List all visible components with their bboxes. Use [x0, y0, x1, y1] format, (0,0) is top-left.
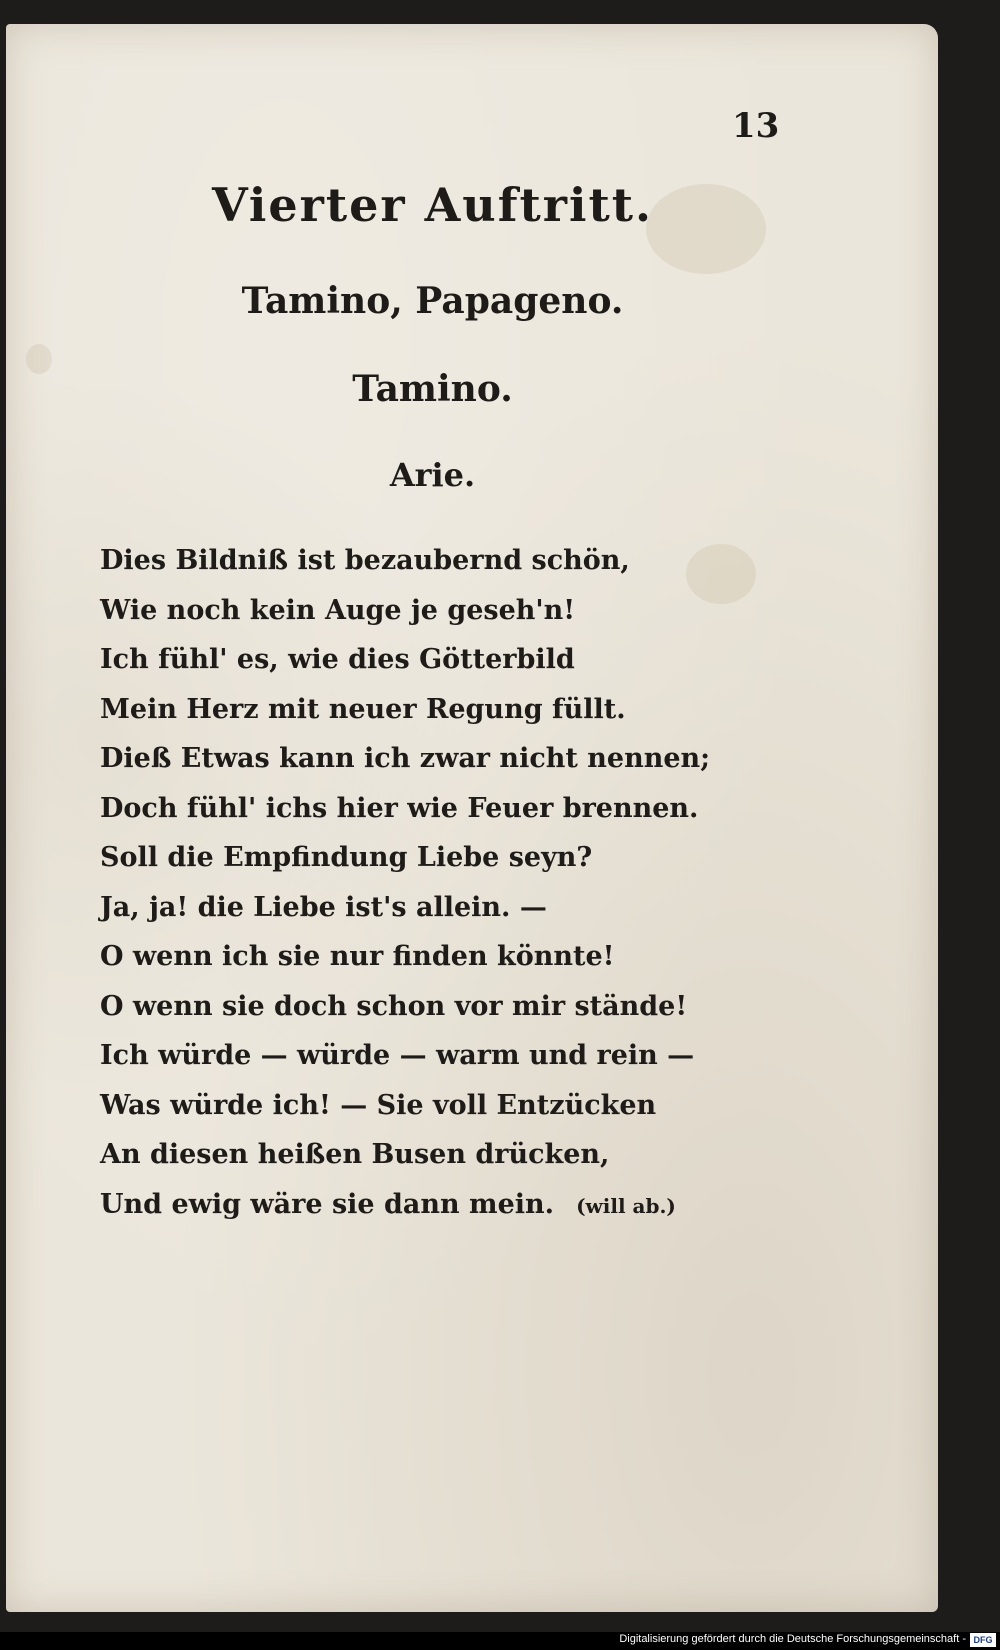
verse-line: Soll die Empfindung Liebe seyn?	[100, 842, 593, 873]
characters-line: Tamino, Papageno.	[241, 280, 624, 322]
verse-line: O wenn sie doch schon vor mir stände!	[100, 990, 688, 1022]
verse-line: Dieß Etwas kann ich zwar nicht nennen;	[100, 743, 711, 774]
verse-line: Dies Bildniß ist bezaubernd schön,	[100, 545, 630, 576]
footer-credit: Digitalisierung gefördert durch die Deutsche Forschungsgemeinschaft -	[619, 1633, 966, 1645]
speaker-name: Tamino.	[352, 368, 513, 410]
verse-line: O wenn ich sie nur finden könnte!	[100, 941, 615, 972]
verse-line: Mein Herz mit neuer Regung füllt.	[100, 693, 626, 725]
verse-line: Doch fühl' ichs hier wie Feuer brennen.	[100, 792, 699, 824]
verse-line: Ich fühl' es, wie dies Götterbild	[100, 644, 575, 675]
verse-line: An diesen heißen Busen drücken,	[100, 1139, 610, 1170]
section-heading: Arie.	[389, 456, 476, 494]
verse-line: Ich würde — würde — warm und rein —	[100, 1040, 695, 1071]
verse-line: Was würde ich! — Sie voll Entzücken	[100, 1089, 657, 1121]
dfg-logo: DFG	[970, 1633, 996, 1647]
verse-line: Und ewig wäre sie dann mein.	[100, 1188, 555, 1220]
page-number: 13	[732, 106, 780, 146]
scene-title: Vierter Auftritt.	[211, 178, 653, 232]
verse-line: Wie noch kein Auge je geseh'n!	[100, 594, 576, 626]
verse-line-last	[100, 1180, 710, 1230]
stage-direction: (will ab.)	[576, 1193, 676, 1218]
verse-line: Ja, ja! die Liebe ist's allein. —	[100, 891, 547, 923]
aria-verse	[100, 536, 710, 1229]
